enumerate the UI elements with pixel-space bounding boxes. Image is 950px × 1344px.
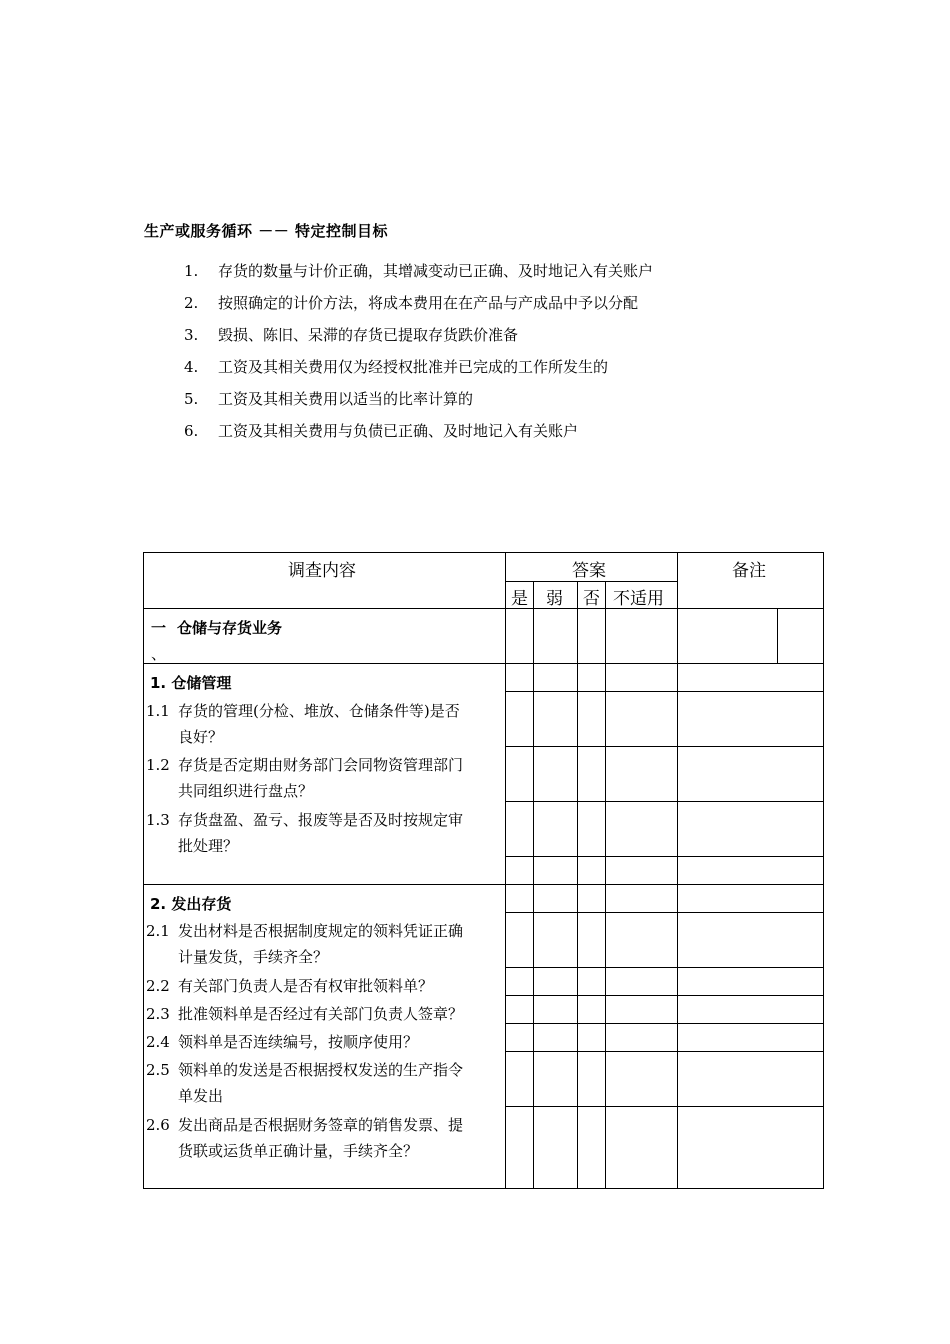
item-number: 1.3 [146, 811, 170, 829]
page-title: 生产或服务循环 －－ 特定控制目标 [144, 222, 388, 240]
item-text-cont: 共同组织进行盘点？ [178, 782, 314, 800]
item-number: 2.6 [146, 1116, 170, 1134]
item-text-cont: 计量发货，手续齐全？ [178, 948, 329, 966]
header-answer: 答案 [572, 561, 606, 581]
group-heading: 2. 发出存货 [150, 895, 232, 913]
table-border-top [143, 552, 824, 553]
objective-number: 2. [184, 294, 199, 312]
objective-text: 存货的数量与计价正确，其增减变动已正确、及时地记入有关账户 [218, 262, 654, 280]
objective-item [184, 260, 653, 282]
objective-text: 工资及其相关费用仅为经授权批准并已完成的工作所发生的 [218, 358, 609, 376]
group-bottom-line [143, 884, 824, 885]
row-line [505, 801, 824, 802]
item-text: 有关部门负责人是否有权审批领料单？ [178, 977, 434, 995]
objective-text: 工资及其相关费用与负债已正确、及时地记入有关账户 [218, 422, 579, 440]
item-number: 1.2 [146, 756, 170, 774]
answer-column-divider [605, 581, 606, 1189]
section-bottom-line [143, 663, 824, 664]
header-content: 调查内容 [288, 561, 356, 581]
item-number: 2.3 [146, 1005, 170, 1023]
row-line [505, 691, 824, 692]
header-bottom-line [143, 608, 824, 609]
item-text-cont: 良好？ [178, 728, 224, 746]
item-text: 领料单是否连续编号，按顺序使用？ [178, 1033, 419, 1051]
item-text-cont: 批处理？ [178, 837, 239, 855]
row-line [505, 967, 824, 968]
header-yes: 是 [511, 589, 528, 609]
header-no: 否 [583, 589, 600, 609]
objective-number: 3. [184, 326, 199, 344]
section-number: 一 [151, 619, 167, 637]
item-number: 2.2 [146, 977, 170, 995]
item-number: 2.5 [146, 1061, 170, 1079]
objective-item [184, 388, 473, 410]
objective-text: 按照确定的计价方法，将成本费用在在产品与产成品中予以分配 [218, 294, 639, 312]
row-line [505, 856, 824, 857]
item-number: 2.1 [146, 922, 170, 940]
objective-item [184, 324, 518, 346]
item-text: 存货的管理(分检、堆放、仓储条件等)是否 [178, 702, 460, 720]
item-text: 存货是否定期由财务部门会同物资管理部门 [178, 756, 464, 774]
row-line [505, 912, 824, 913]
item-text: 发出材料是否根据制度规定的领料凭证正确 [178, 922, 464, 940]
objective-text: 毁损、陈旧、呆滞的存货已提取存货跌价准备 [218, 326, 519, 344]
table-border-left [143, 552, 144, 1189]
item-text: 存货盘盈、盈亏、报废等是否及时按规定审 [178, 811, 464, 829]
item-number: 1.1 [146, 702, 170, 720]
header-remarks: 备注 [732, 561, 766, 581]
item-number: 2.4 [146, 1033, 170, 1051]
group-heading: 1. 仓储管理 [150, 674, 232, 692]
item-text-cont: 货联或运货单正确计量，手续齐全？ [178, 1142, 419, 1160]
column-divider [505, 552, 506, 1189]
objective-item [184, 356, 608, 378]
column-divider [677, 552, 678, 1189]
table-border-right [823, 552, 824, 1189]
item-text: 领料单的发送是否根据授权发送的生产指令 [178, 1061, 464, 1079]
objective-number: 5. [184, 390, 199, 408]
item-text: 批准领料单是否经过有关部门负责人签章？ [178, 1005, 464, 1023]
answer-column-divider [577, 581, 578, 1189]
table-border-bottom [143, 1188, 824, 1189]
row-line [505, 995, 824, 996]
row-line [505, 1106, 824, 1107]
remarks-split [777, 608, 778, 664]
objective-item [184, 292, 638, 314]
objective-text: 工资及其相关费用以适当的比率计算的 [218, 390, 474, 408]
header-weak: 弱 [546, 589, 563, 609]
header-not-applicable: 不适用 [613, 589, 664, 609]
row-line [505, 1051, 824, 1052]
row-line [505, 1023, 824, 1024]
objective-number: 6. [184, 422, 199, 440]
row-line [505, 746, 824, 747]
section-number-suffix: 、 [151, 645, 167, 663]
objective-item [184, 420, 578, 442]
item-text-cont: 单发出 [178, 1087, 224, 1105]
item-text: 发出商品是否根据财务签章的销售发票、提 [178, 1116, 464, 1134]
objective-number: 1. [184, 262, 199, 280]
objective-number: 4. [184, 358, 199, 376]
section-title: 仓储与存货业务 [177, 619, 283, 637]
answer-column-divider [533, 581, 534, 1189]
